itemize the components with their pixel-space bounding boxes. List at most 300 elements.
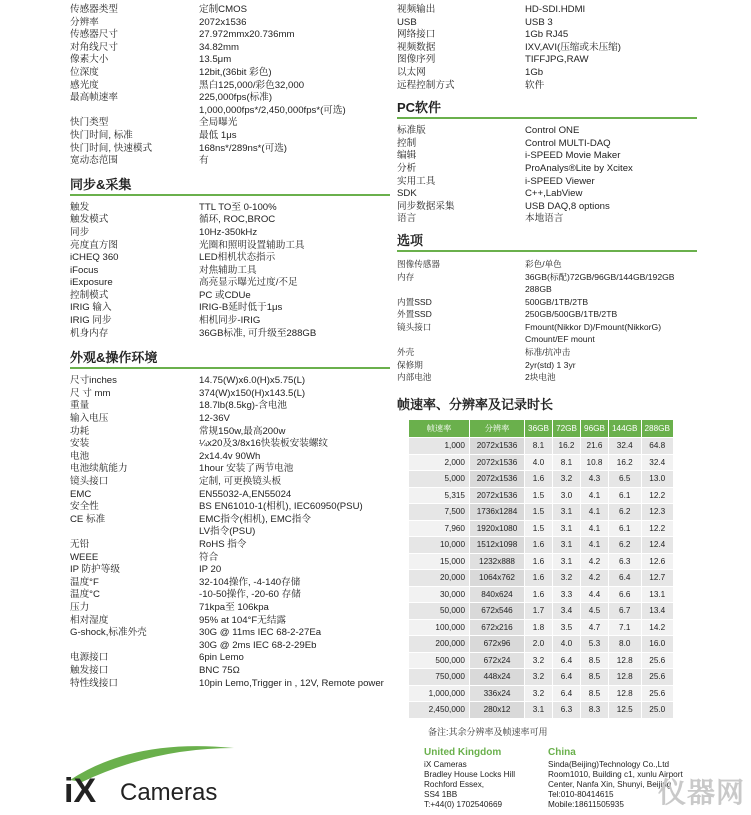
spec-value: TIFFJPG,RAW	[525, 54, 589, 66]
spec-value: 32-104操作, -4-140存储	[199, 576, 301, 588]
spec-value: 彩色/单色	[525, 258, 562, 269]
duration-cell: 4.1	[581, 537, 608, 553]
duration-cell: 25.0	[642, 702, 674, 718]
spec-row	[397, 271, 675, 284]
spec-value: HD-SDI.HDMI	[525, 4, 586, 15]
spec-label: 网络接口	[397, 29, 436, 41]
duration-cell: 12.7	[642, 570, 674, 586]
rate-cell: 10,000	[409, 537, 469, 553]
spec-label: 分析	[397, 162, 417, 174]
spec-row	[397, 54, 621, 67]
spec-row	[70, 252, 316, 265]
rate-row	[409, 504, 673, 520]
spec-row	[397, 80, 621, 93]
duration-cell: 1.8	[525, 620, 552, 636]
duration-cell: 1.6	[525, 554, 552, 570]
contact-line: Rochford Essex,	[424, 780, 485, 789]
resolution-cell: 2072x1536	[470, 471, 524, 487]
left-column	[70, 4, 390, 690]
spec-value: 相机同步-IRIG	[199, 315, 261, 327]
contact-uk-title: United Kingdom	[424, 747, 502, 758]
spec-value: 27.972mmx20.736mm	[199, 29, 295, 41]
rate-cell: 750,000	[409, 669, 469, 685]
duration-cell: 8.5	[581, 669, 608, 685]
contact-line: iX Cameras	[424, 760, 467, 769]
spec-label: 像素大小	[70, 54, 109, 66]
rate-cell: 1,000,000	[409, 686, 469, 702]
spec-label: 触发接口	[70, 664, 109, 676]
spec-row	[70, 240, 316, 253]
spec-label: 内存	[397, 271, 415, 282]
duration-cell: 1.5	[525, 504, 552, 520]
spec-row	[70, 501, 384, 514]
spec-value: 有	[199, 155, 209, 167]
spec-label: 电池续航能力	[70, 463, 128, 475]
spec-label: 功耗	[70, 425, 90, 437]
duration-cell: 6.1	[609, 488, 641, 504]
spec-label: 感光度	[70, 79, 99, 91]
resolution-cell: 672x216	[470, 620, 524, 636]
spec-value: BNC 75Ω	[199, 664, 240, 676]
spec-row	[70, 640, 384, 653]
duration-cell: 3.1	[525, 702, 552, 718]
spec-label: IRIG 同步	[70, 315, 112, 327]
spec-row	[70, 564, 384, 577]
duration-cell: 1.5	[525, 521, 552, 537]
spec-label: G-shock,标准外壳	[70, 627, 147, 639]
rate-cell: 15,000	[409, 554, 469, 570]
contact-uk	[424, 748, 515, 810]
duration-cell: 6.4	[609, 570, 641, 586]
rate-cell: 2,450,000	[409, 702, 469, 718]
spec-row	[70, 67, 346, 80]
spec-row	[397, 150, 633, 163]
rate-cell: 5,000	[409, 471, 469, 487]
duration-cell: 1.6	[525, 587, 552, 603]
spec-value: 2072x1536	[199, 16, 247, 28]
rate-header-cell: 分辨率	[470, 420, 524, 437]
rate-cell: 30,000	[409, 587, 469, 603]
resolution-cell: 672x24	[470, 653, 524, 669]
duration-cell: 12.3	[642, 504, 674, 520]
spec-label: 安全性	[70, 501, 99, 513]
duration-cell: 32.4	[642, 455, 674, 471]
section-title-pc-software: PC软件	[397, 99, 697, 119]
rate-cell: 50,000	[409, 603, 469, 619]
duration-cell: 13.4	[642, 603, 674, 619]
spec-label: iCHEQ 360	[70, 252, 119, 264]
spec-value: IP 20	[199, 564, 222, 576]
right-column	[397, 4, 697, 414]
duration-cell: 4.2	[581, 570, 608, 586]
duration-cell: 12.5	[609, 702, 641, 718]
spec-label: 电源接口	[70, 652, 109, 664]
rate-cell: 100,000	[409, 620, 469, 636]
spec-row	[70, 602, 384, 615]
spec-label: 压力	[70, 601, 90, 613]
resolution-cell: 672x546	[470, 603, 524, 619]
spec-row	[397, 213, 633, 226]
rate-row	[409, 686, 673, 702]
duration-cell: 4.1	[581, 488, 608, 504]
spec-label: 图像序列	[397, 54, 436, 66]
frame-rate-table	[408, 419, 674, 719]
rate-row	[409, 488, 673, 504]
spec-value: LV指令(PSU)	[199, 526, 256, 538]
spec-value: 250GB/500GB/1TB/2TB	[525, 309, 618, 320]
spec-row	[397, 17, 621, 30]
spec-label: 机身内存	[70, 327, 109, 339]
contact-line: Bradley House Locks Hill	[424, 770, 516, 779]
spec-label: iExposure	[70, 277, 113, 289]
resolution-cell: 2072x1536	[470, 455, 524, 471]
spec-label: 镜头接口	[70, 476, 109, 487]
spec-label: 快门时间, 标准	[70, 129, 133, 141]
spec-row	[70, 92, 346, 105]
rate-header-cell: 288GB	[642, 420, 674, 437]
contact-line: Sinda(Beijing)Technology Co.,Ltd	[548, 760, 670, 769]
logo-ix-text: iX	[64, 772, 97, 804]
table-note: 备注:其余分辨率及帧速率可用	[428, 727, 548, 737]
duration-cell: 2.0	[525, 636, 552, 652]
spec-value: 常规150w,最高200w	[199, 425, 286, 437]
spec-value: 10pin Lemo,Trigger in , 12V, Remote power	[199, 677, 384, 689]
duration-cell: 1.7	[525, 603, 552, 619]
spec-value: 71kpa至 106kpa	[199, 601, 269, 613]
spec-value: EMC指令(相机), EMC指令	[199, 513, 311, 525]
spec-row	[397, 125, 633, 138]
spec-label: 安装	[70, 438, 90, 450]
spec-row	[397, 163, 633, 176]
duration-cell: 6.6	[609, 587, 641, 603]
spec-label: 内置SSD	[397, 296, 432, 307]
spec-label: 视频数据	[397, 41, 436, 53]
duration-cell: 13.1	[642, 587, 674, 603]
spec-value: Control ONE	[525, 125, 580, 137]
duration-cell: 12.2	[642, 488, 674, 504]
duration-cell: 6.3	[553, 702, 580, 718]
spec-value: ¼x20及3/8x16快装板安装螺纹	[199, 438, 329, 450]
spec-value: 14.75(W)x6.0(H)x5.75(L)	[199, 375, 306, 387]
spec-label: 实用工具	[397, 175, 436, 187]
spec-row	[397, 4, 621, 17]
duration-cell: 3.2	[553, 570, 580, 586]
spec-value: 全局曝光	[199, 117, 238, 129]
spec-label	[70, 640, 199, 653]
spec-label: 传感器类型	[70, 4, 118, 15]
duration-cell: 12.4	[642, 537, 674, 553]
spec-value: 1Gb	[525, 66, 544, 78]
spec-label: 对角线尺寸	[70, 41, 118, 53]
contact-line: Center, Nanfa Xin, Shunyi, Beijing	[548, 780, 672, 789]
spec-row	[70, 375, 384, 388]
spec-value: 最低 1μs	[199, 129, 237, 141]
spec-label: 触发	[70, 201, 90, 213]
duration-cell: 3.0	[553, 488, 580, 504]
duration-cell: 12.8	[609, 669, 641, 685]
spec-label: 快门类型	[70, 117, 109, 129]
duration-cell: 3.1	[553, 504, 580, 520]
spec-label: 控制	[397, 137, 417, 149]
duration-cell: 10.8	[581, 455, 608, 471]
spec-row	[70, 17, 346, 30]
spec-value: 374(W)x150(H)x143.5(L)	[199, 387, 306, 399]
duration-cell: 1.6	[525, 570, 552, 586]
duration-cell: 64.8	[642, 438, 674, 454]
spec-row	[397, 258, 675, 271]
contact-china-title: China	[548, 747, 576, 758]
spec-value: 循环, ROC,BROC	[199, 214, 276, 226]
spec-row	[397, 283, 675, 296]
duration-cell: 4.1	[581, 504, 608, 520]
resolution-cell: 840x624	[470, 587, 524, 603]
duration-cell: 32.4	[609, 438, 641, 454]
spec-row	[70, 328, 316, 341]
duration-cell: 21.6	[581, 438, 608, 454]
spec-value: 30G @ 2ms IEC 68-2-29Eb	[199, 639, 317, 651]
spec-value: USB DAQ,8 options	[525, 200, 610, 212]
duration-cell: 16.0	[642, 636, 674, 652]
duration-cell: 12.8	[609, 653, 641, 669]
spec-value: 225,000fps(标准)	[199, 92, 273, 104]
resolution-cell: 1064x762	[470, 570, 524, 586]
spec-value: ProAnalys®Lite by Xcitex	[525, 162, 633, 174]
spec-label: EMC	[70, 488, 92, 500]
spec-value: 光圈和照明设置辅助工具	[199, 239, 305, 251]
spec-label: 远程控制方式	[397, 79, 455, 91]
resolution-cell: 1736x1284	[470, 504, 524, 520]
spec-value: 168ns*/289ns*(可选)	[199, 142, 287, 154]
duration-cell: 7.1	[609, 620, 641, 636]
spec-value: 标准/抗冲击	[525, 347, 571, 358]
spec-value: 12-36V	[199, 413, 230, 425]
duration-cell: 3.1	[553, 521, 580, 537]
spec-label: 尺寸inches	[70, 375, 117, 387]
spec-value: 6pin Lemo	[199, 652, 244, 664]
spec-row	[70, 652, 384, 665]
duration-cell: 4.4	[581, 587, 608, 603]
contact-line: Tel:010-80414615	[548, 790, 614, 799]
spec-label: 控制模式	[70, 289, 109, 301]
spec-label: IRIG 输入	[70, 302, 112, 314]
duration-cell: 3.2	[525, 669, 552, 685]
spec-row	[70, 29, 346, 42]
resolution-cell: 448x24	[470, 669, 524, 685]
contact-line: T:+44(0) 1702540669	[424, 800, 503, 809]
spec-label: 外置SSD	[397, 309, 432, 320]
watermark: 仪器网	[657, 777, 745, 808]
spec-value: 对焦辅助工具	[199, 264, 257, 276]
spec-value: 36GB(标配)72GB/96GB/144GB/192GB	[525, 271, 675, 282]
spec-value: IRIG-B延时低于1μs	[199, 302, 283, 314]
spec-row	[70, 627, 384, 640]
spec-value: PC 或CDUe	[199, 289, 251, 301]
spec-label: 特性线接口	[70, 677, 118, 689]
spec-label: 相对湿度	[70, 614, 109, 626]
rate-header-cell: 帧速率	[409, 420, 469, 437]
rate-row	[409, 554, 673, 570]
spec-value: RoHS 指令	[199, 538, 247, 550]
spec-row	[70, 265, 316, 278]
spec-label: 温度°C	[70, 589, 100, 601]
duration-cell: 6.2	[609, 504, 641, 520]
spec-row	[70, 665, 384, 678]
spec-table-sync	[70, 202, 316, 341]
spec-table-pc-software	[397, 125, 633, 226]
spec-label: 传感器尺寸	[70, 29, 118, 41]
spec-value: 1hour 安装了两节电池	[199, 463, 294, 475]
spec-row	[70, 4, 346, 17]
spec-value: 18.7lb(8.5kg)-含电池	[199, 400, 287, 412]
duration-cell: 3.2	[525, 686, 552, 702]
spec-table-io	[397, 4, 621, 92]
resolution-cell: 1512x1098	[470, 537, 524, 553]
spec-row	[397, 333, 675, 346]
spec-label: 触发模式	[70, 214, 109, 226]
spec-row	[70, 105, 346, 118]
spec-value: 软件	[525, 79, 545, 91]
rate-row	[409, 653, 673, 669]
spec-value: 符合	[199, 551, 219, 563]
spec-label: SDK	[397, 188, 417, 200]
rate-cell: 2,000	[409, 455, 469, 471]
spec-row	[70, 155, 346, 168]
spec-label	[70, 526, 199, 539]
spec-row	[70, 615, 384, 628]
spec-row	[70, 302, 316, 315]
rate-header-cell: 72GB	[553, 420, 580, 437]
duration-cell: 1.6	[525, 471, 552, 487]
spec-value: LED相机状态指示	[199, 252, 276, 264]
duration-cell: 4.0	[525, 455, 552, 471]
contact-line: Room1010, Building c1, xunlu Airport	[548, 770, 683, 779]
duration-cell: 8.3	[581, 702, 608, 718]
duration-cell: 4.0	[553, 636, 580, 652]
spec-row	[70, 214, 316, 227]
duration-cell: 12.8	[609, 686, 641, 702]
duration-cell: 4.2	[581, 554, 608, 570]
spec-value: 30G @ 11ms IEC 68-2-27Ea	[199, 627, 322, 639]
spec-value: Cmount/EF mount	[525, 334, 595, 345]
spec-row	[70, 463, 384, 476]
spec-row	[70, 400, 384, 413]
spec-row	[397, 188, 633, 201]
spec-label	[397, 283, 525, 296]
duration-cell: 6.2	[609, 537, 641, 553]
resolution-cell: 280x12	[470, 702, 524, 718]
duration-cell: 6.7	[609, 603, 641, 619]
spec-row	[397, 371, 675, 384]
resolution-cell: 1920x1080	[470, 521, 524, 537]
rate-row	[409, 669, 673, 685]
spec-value: 黑白125,000/彩色32,000	[199, 79, 305, 91]
spec-label: CE 标准	[70, 513, 106, 525]
duration-cell: 1.5	[525, 488, 552, 504]
spec-row	[70, 413, 384, 426]
spec-label: 保修期	[397, 359, 423, 370]
spec-value: i-SPEED Movie Maker	[525, 150, 621, 162]
rate-row	[409, 587, 673, 603]
spec-row	[397, 67, 621, 80]
spec-row	[70, 227, 316, 240]
spec-label: WEEE	[70, 551, 99, 563]
spec-label: 输入电压	[70, 413, 109, 425]
spec-row	[70, 426, 384, 439]
spec-row	[397, 308, 675, 321]
resolution-cell: 672x96	[470, 636, 524, 652]
spec-row	[397, 29, 621, 42]
duration-cell: 4.7	[581, 620, 608, 636]
spec-value: 36GB标准, 可升级至288GB	[199, 327, 317, 339]
spec-row	[70, 514, 384, 527]
spec-row	[70, 526, 384, 539]
spec-value: 12bit,(36bit 彩色)	[199, 66, 272, 78]
duration-cell: 6.4	[553, 653, 580, 669]
spec-label: USB	[397, 16, 417, 28]
spec-row	[70, 552, 384, 565]
spec-label: 内部电池	[397, 372, 432, 383]
rate-row	[409, 603, 673, 619]
rate-row	[409, 636, 673, 652]
spec-label: 位深度	[70, 66, 99, 78]
spec-value: 13.5μm	[199, 54, 232, 66]
rate-row	[409, 537, 673, 553]
duration-cell: 6.1	[609, 521, 641, 537]
duration-cell: 4.1	[581, 521, 608, 537]
duration-cell: 14.2	[642, 620, 674, 636]
duration-cell: 16.2	[553, 438, 580, 454]
spec-label: 分辨率	[70, 16, 99, 28]
spec-row	[70, 678, 384, 691]
spec-table-options	[397, 258, 675, 384]
duration-cell: 3.4	[553, 603, 580, 619]
spec-value: i-SPEED Viewer	[525, 175, 595, 187]
duration-cell: 8.5	[581, 686, 608, 702]
duration-cell: 25.6	[642, 669, 674, 685]
spec-row	[70, 143, 346, 156]
rate-row	[409, 471, 673, 487]
spec-row	[397, 346, 675, 359]
spec-label: 图像传感器	[397, 258, 440, 269]
section-title-frame-rate: 帧速率、分辨率及记录时长	[397, 396, 554, 412]
spec-label: 尺 寸 mm	[70, 387, 111, 399]
contact-line: SS4 1BB	[424, 790, 458, 799]
spec-table-sensor	[70, 4, 346, 168]
spec-row	[70, 290, 316, 303]
spec-row	[397, 359, 675, 372]
resolution-cell: 2072x1536	[470, 488, 524, 504]
rate-cell: 5,315	[409, 488, 469, 504]
spec-value: 2块电池	[525, 372, 556, 383]
rate-cell: 20,000	[409, 570, 469, 586]
section-title-environment: 外观&操作环境	[70, 349, 390, 369]
spec-label: 宽动态范围	[70, 155, 118, 167]
duration-cell: 6.3	[609, 554, 641, 570]
duration-cell: 8.1	[525, 438, 552, 454]
spec-value: TTL TO至 0-100%	[199, 201, 277, 213]
spec-label: 快门时间, 快速模式	[70, 142, 153, 154]
spec-value: BS EN61010-1(相机), IEC60950(PSU)	[199, 501, 363, 513]
duration-cell: 6.4	[553, 669, 580, 685]
spec-row	[70, 277, 316, 290]
resolution-cell: 1232x888	[470, 554, 524, 570]
spec-label: iFocus	[70, 264, 99, 276]
spec-row	[70, 577, 384, 590]
spec-row	[70, 202, 316, 215]
spec-value: Control MULTI-DAQ	[525, 137, 611, 149]
section-title-sync: 同步&采集	[70, 176, 390, 196]
spec-value: 288GB	[525, 284, 552, 295]
